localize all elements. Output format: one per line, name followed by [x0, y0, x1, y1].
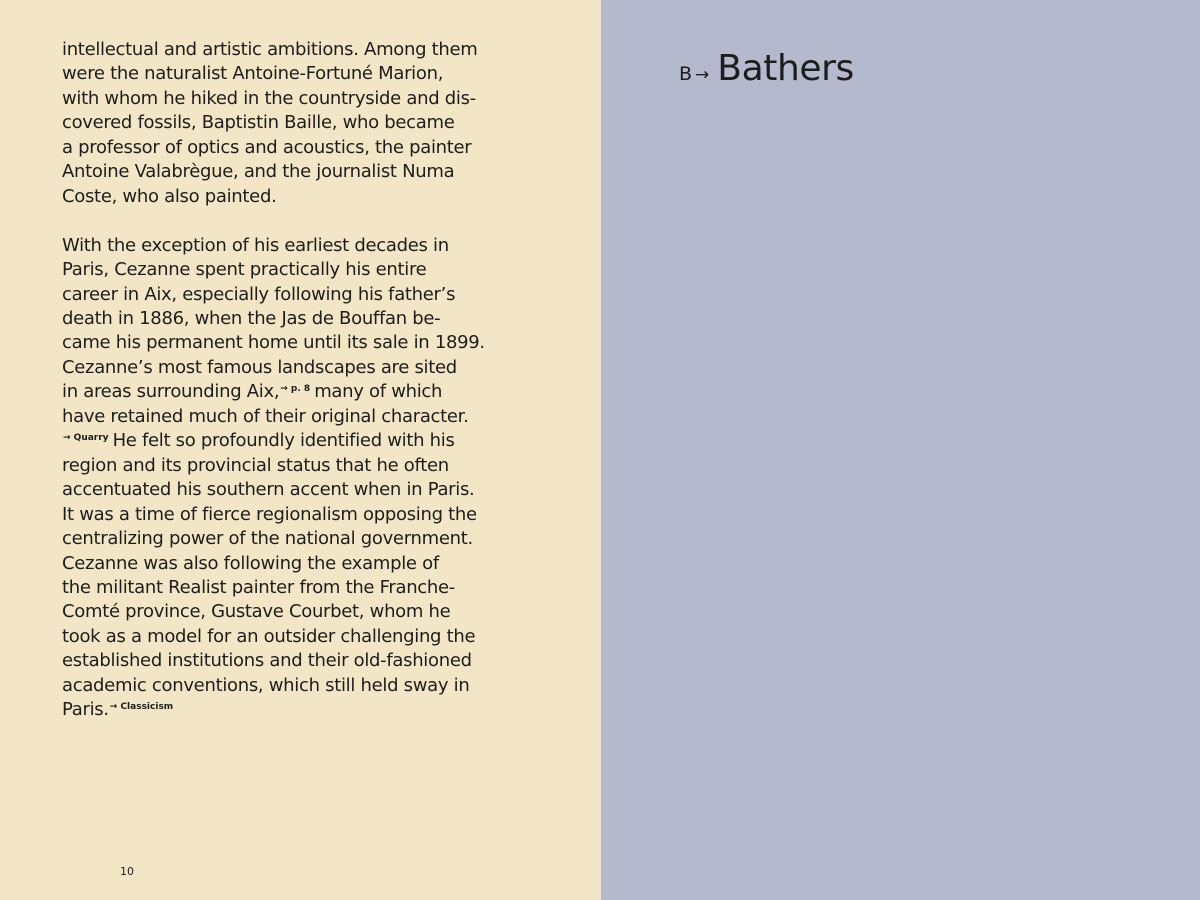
- text-line: Cezanne’s most famous landscapes are sited: [62, 356, 457, 378]
- text-line: Cezanne was also following the example of: [62, 552, 439, 574]
- text-line: It was a time of fierce regionalism opposing the: [62, 503, 477, 525]
- text-line: a professor of optics and acoustics, the painter: [62, 136, 472, 158]
- text-line: came his permanent home until its sale in 1899.: [62, 332, 485, 354]
- text-line: took as a model for an outsider challenging the: [62, 625, 476, 647]
- text-line: centralizing power of the national government.: [62, 528, 473, 550]
- cross-reference-page-8[interactable]: → p. 8: [280, 384, 311, 395]
- text-line: with whom he hiked in the countryside and dis-: [62, 87, 476, 109]
- arrow-right-icon: →: [695, 65, 710, 85]
- text-segment: in areas surrounding Aix,: [62, 381, 280, 403]
- text-line: career in Aix, especially following his father’s: [62, 283, 456, 305]
- text-line: [62, 380, 542, 404]
- text-line: [62, 698, 542, 722]
- section-heading: [679, 48, 854, 89]
- paragraph-1: [62, 38, 542, 209]
- text-line: Coste, who also painted.: [62, 185, 277, 207]
- text-line: death in 1886, when the Jas de Bouffan be-: [62, 307, 441, 329]
- text-line: region and its provincial status that he often: [62, 454, 449, 476]
- text-line: With the exception of his earliest decades in: [62, 234, 449, 256]
- text-line: covered fossils, Baptistin Baille, who became: [62, 112, 455, 134]
- text-line: intellectual and artistic ambitions. Among them: [62, 39, 478, 60]
- text-line: academic conventions, which still held sway in: [62, 674, 470, 696]
- text-line: [62, 429, 542, 453]
- paragraph-2: [62, 234, 542, 723]
- text-line: the militant Realist painter from the Franche-: [62, 576, 455, 598]
- text-line: established institutions and their old-fashioned: [62, 650, 472, 672]
- cross-reference-classicism[interactable]: → Classicism: [109, 702, 174, 713]
- text-line: accentuated his southern accent when in Paris.: [62, 479, 475, 501]
- section-title: Bathers: [717, 48, 854, 89]
- text-line: Paris, Cezanne spent practically his entire: [62, 259, 427, 281]
- body-text: [62, 38, 542, 723]
- text-segment: He felt so profoundly identified with his: [112, 430, 455, 452]
- page-number: 10: [120, 865, 134, 878]
- text-segment: Paris.: [62, 699, 109, 721]
- right-page: [601, 0, 1200, 900]
- section-letter: B: [679, 63, 693, 85]
- text-line: Comté province, Gustave Courbet, whom he: [62, 601, 451, 623]
- text-line: have retained much of their original character.: [62, 405, 469, 427]
- text-line: were the naturalist Antoine-Fortuné Marion,: [62, 63, 444, 85]
- cross-reference-quarry[interactable]: → Quarry: [63, 433, 109, 444]
- text-segment: many of which: [314, 381, 443, 403]
- text-line: Antoine Valabrègue, and the journalist Numa: [62, 161, 455, 183]
